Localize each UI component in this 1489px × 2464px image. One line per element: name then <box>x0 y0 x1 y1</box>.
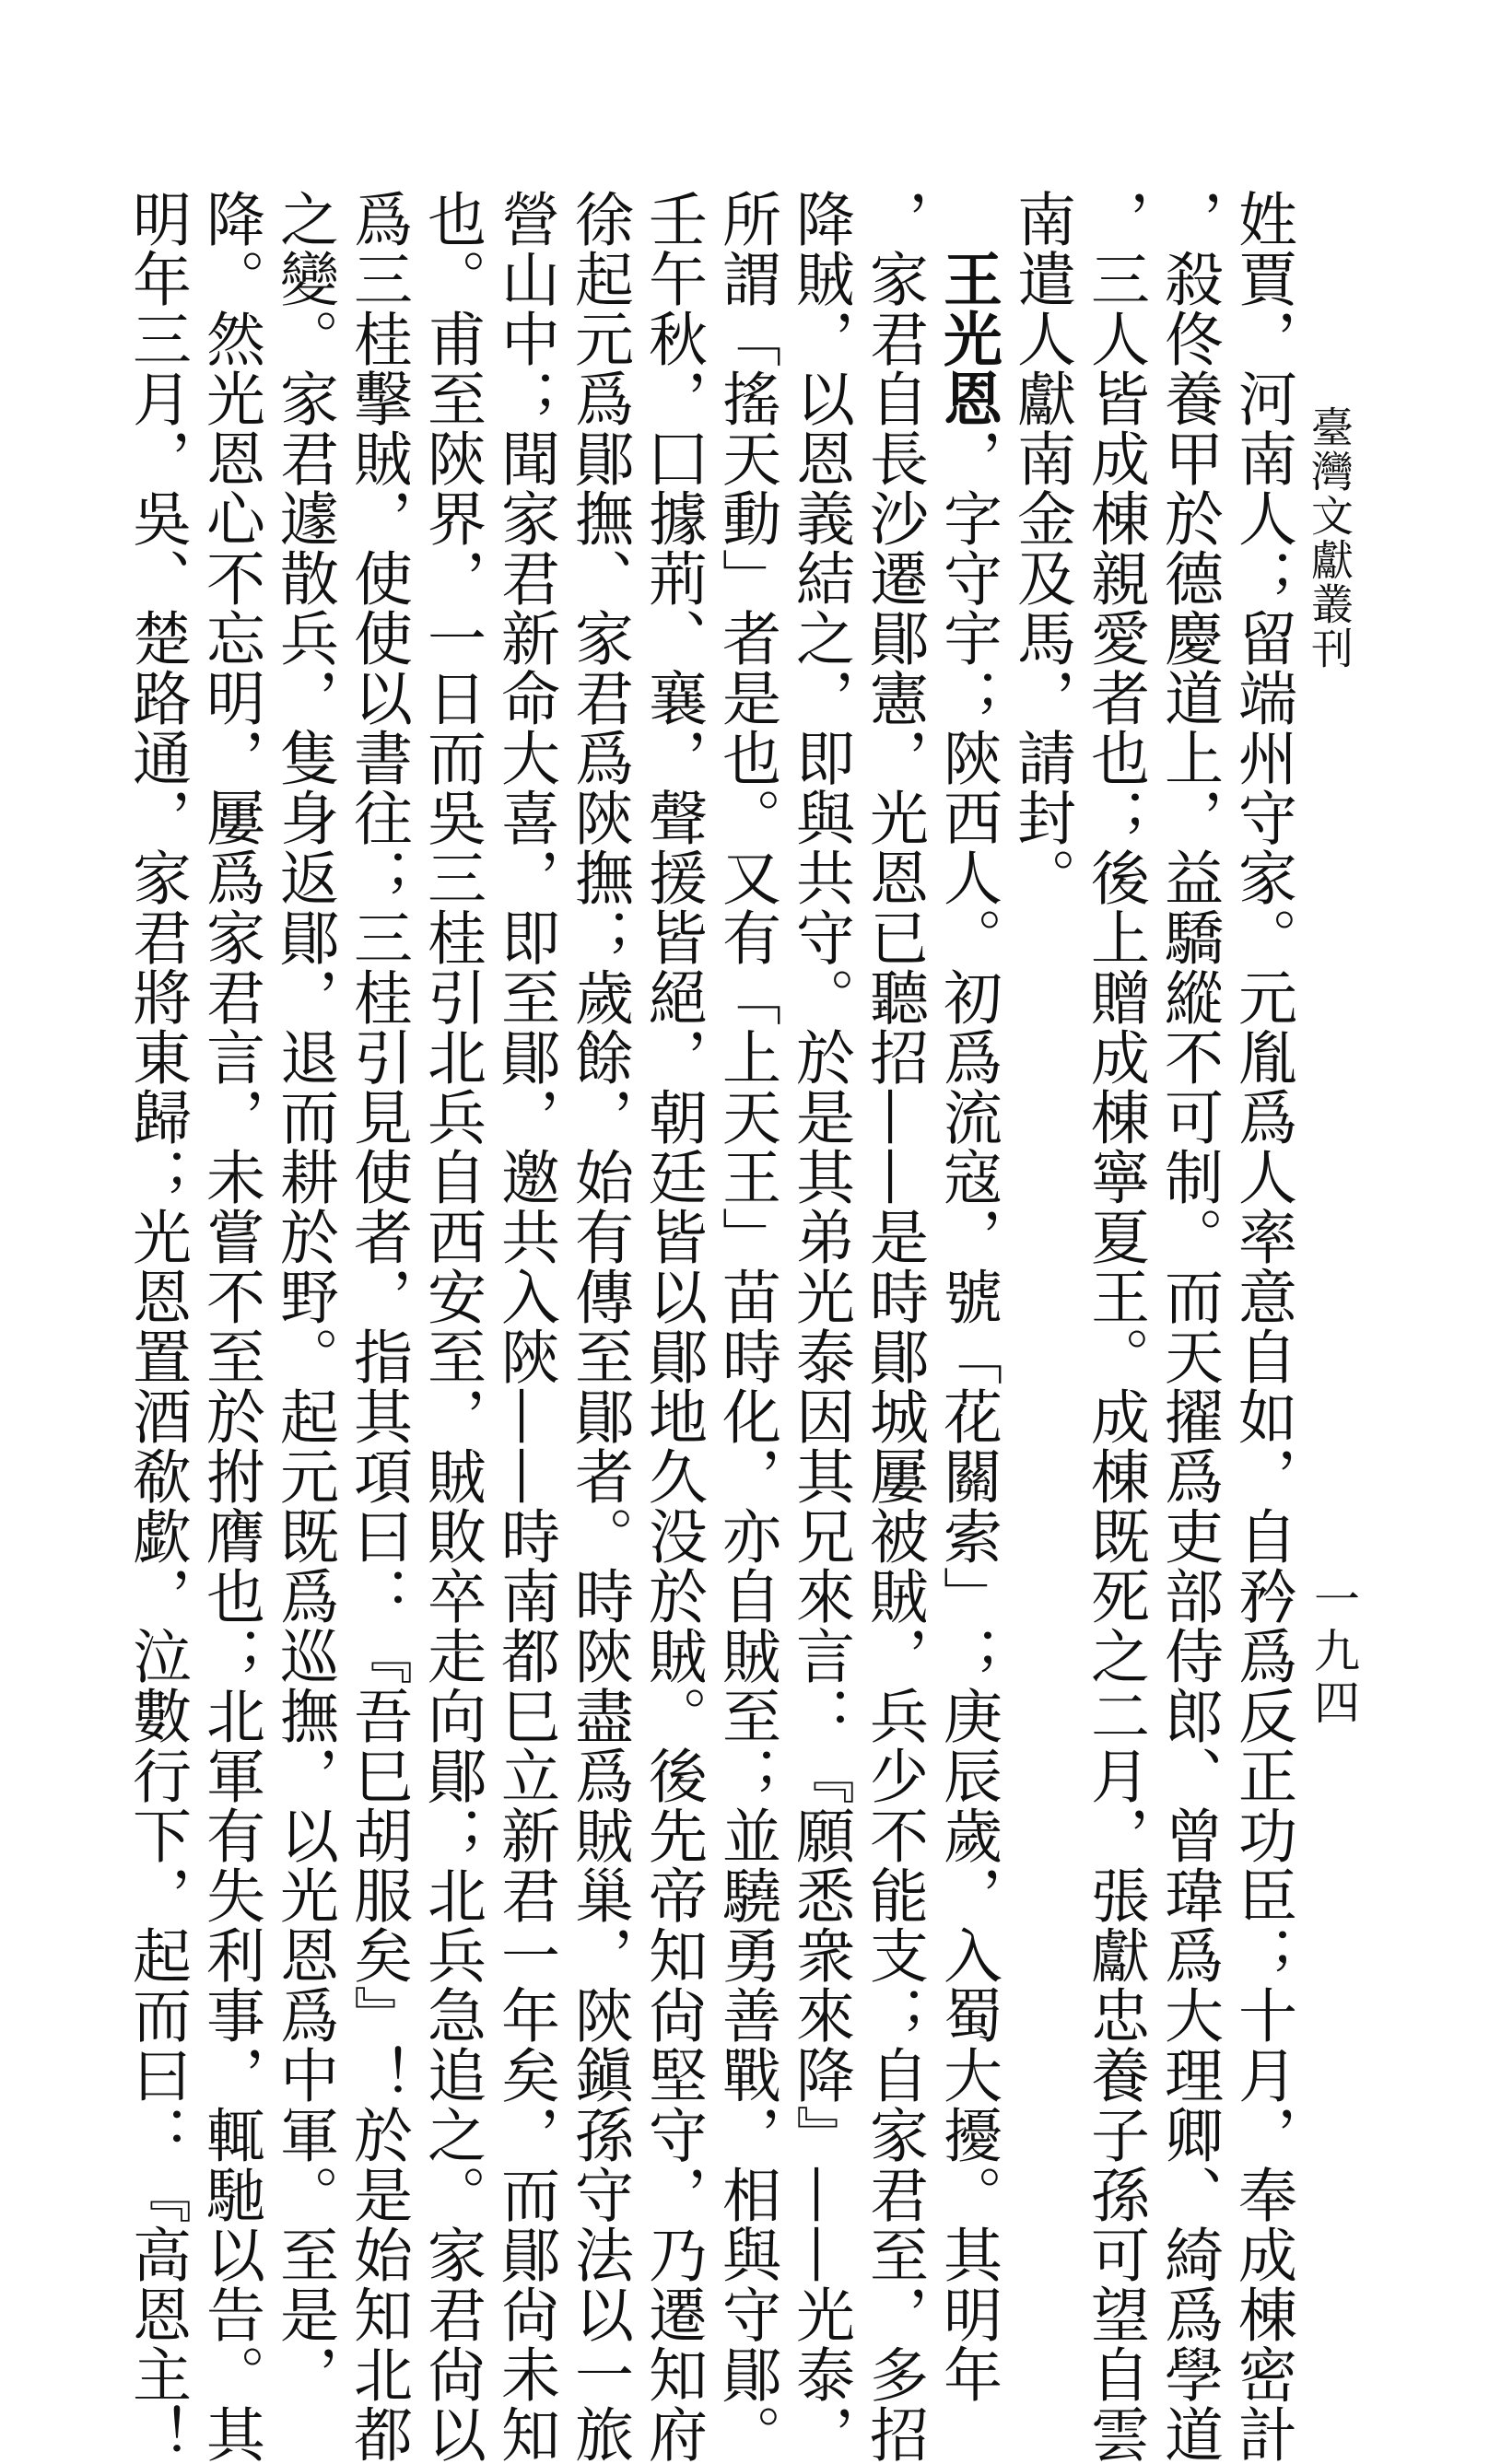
text-column: ，殺佟養甲於德慶道上，益驕縱不可制。而天擢爲吏部侍郎、曾瑋爲大理卿、綺爲學道 <box>1155 189 1223 2464</box>
running-header-title: 臺灣文獻叢刊 <box>1305 405 1354 671</box>
text-column: 降。然光恩心不忘明，屢爲家君言，未嘗不至於拊膺也；北軍有失利事，輒馳以告。其 <box>196 189 264 2464</box>
text-column: 南遣人獻南金及馬，請封。 <box>1007 189 1075 907</box>
text-column: 姓賈，河南人；留端州守家。元胤爲人率意自如，自矜爲反正功臣；十月，奉成棟密計 <box>1228 189 1296 2464</box>
text-column: 也。甫至陝界，一日而吳三桂引北兵自西安至，賊敗卒走向鄖；北兵急追之。家君尙以 <box>417 189 486 2464</box>
text-column: 徐起元爲鄖撫、家君爲陝撫；歲餘，始有傳至鄖者。時陝盡爲賊巢，陝鎭孫守法以一旅 <box>565 189 633 2464</box>
section-heading-name: 王光恩 <box>933 249 1002 428</box>
text-column: 之變。家君遽散兵，隻身返鄖，退而耕於野。起元既爲巡撫，以光恩爲中軍。至是， <box>270 189 338 2404</box>
text-column: 所謂「搖天動」者是也。又有「上天王」苗時化，亦自賊至；並驍勇善戰，相與守鄖。 <box>712 189 780 2464</box>
text-column: ，家君自長沙遷鄖憲，光恩已聽招——是時鄖城屢被賊，兵少不能支；自家君至，多招 <box>860 189 928 2464</box>
text-column: 爲三桂擊賊，使使以書往；三桂引見使者，指其項曰：『吾巳胡服矣』！於是始知北都 <box>344 189 412 2464</box>
text-column-continuation: ，字守宇；陝西人。初爲流寇，號「花關索」；庚辰歲，入蜀大擾。其明年 <box>933 428 1002 2404</box>
text-column: 明年三月，吳、楚路通，家君將東歸；光恩置酒欷歔，泣數行下，起而曰：『高恩主！ <box>123 189 191 2464</box>
text-column: 營山中；聞家君新命大喜，即至鄖，邀共入陝——時南都巳立新君一年矣，而鄖尙未知 <box>491 189 559 2464</box>
body-text <box>123 189 1299 2464</box>
text-column: 降賊，以恩義結之，即與共守。於是其弟光泰因其兄來言：『願悉衆來降』——光泰， <box>786 189 854 2464</box>
text-column: 壬午秋，囗據荊、襄，聲援皆絕，朝廷皆以鄖地久没於賊。後先帝知尙堅守，乃遷知府 <box>639 189 707 2464</box>
page-number: 一九四 <box>1307 1575 1360 1730</box>
text-column: ，三人皆成棟親愛者也；後上贈成棟寧夏王。成棟既死之二月，張獻忠養子孫可望自雲 <box>1081 189 1149 2464</box>
text-column <box>931 189 1004 2404</box>
